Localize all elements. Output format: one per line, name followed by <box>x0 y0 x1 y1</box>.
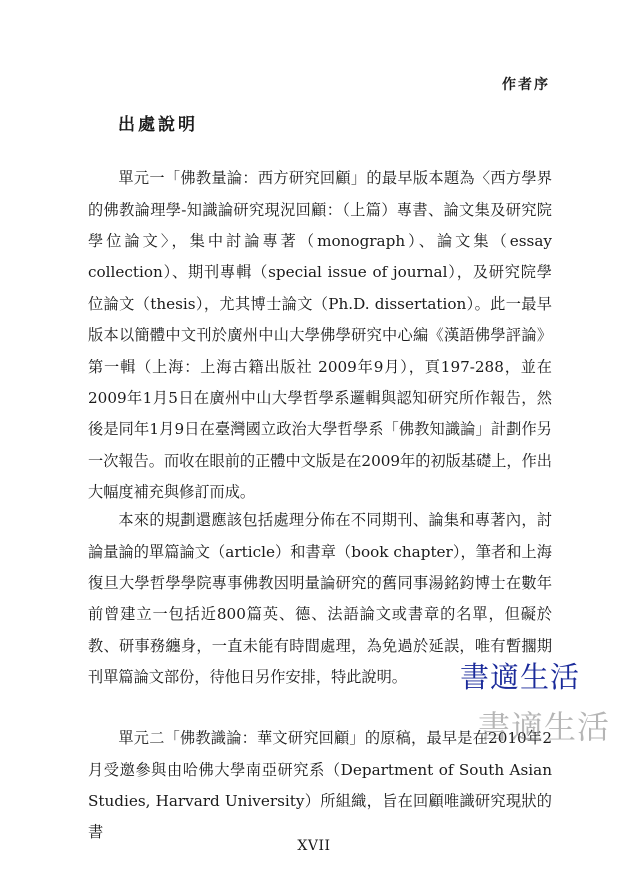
page-number: XVII <box>297 838 331 854</box>
paragraph-1: 單元一「佛教量論：西方研究回顧」的最早版本題為〈西方學界的佛教論理學-知識論研究現況回顧：（上篇）專書、論文集及研究院學位論文〉，集中討論專著（monograph）、論文集（essay collection）、期刊專輯（special issue of journal），及研究院學位論文（thesis），尤其博士論文（Ph.D. dissertation）。此一最早版本以簡體中文刊於廣州中山大學佛學研究中心編《漢語佛學評論》第一輯（上海：上海古籍出版社 2009年9月），頁197-288，並在2009年1月5日在廣州中山大學哲學系邏輯與認知研究所作報告，然後是同年1月9日在臺灣國立政治大學哲學系「佛教知識論」計劃作另一次報告。而收在眼前的正體中文版是在2009年的初版基礎上，作出大幅度補充與修訂而成。 <box>88 169 552 502</box>
paragraph-3: 單元二「佛教識論：華文研究回顧」的原稿，最早是在2010年2月受邀參與由哈佛大學南亞研究系（Department of South Asian Studies, Harvard University）所組織，旨在回顧唯識研究現狀的書 <box>88 729 552 842</box>
watermark-primary: 書適生活 <box>458 655 582 696</box>
watermark-secondary: 書適生活 <box>478 708 611 746</box>
running-header: 作者序 <box>502 77 550 93</box>
paragraph-2: 本來的規劃還應該包括處理分佈在不同期刊、論集和專著內，討論量論的單篇論文（article）和書章（book chapter），筆者和上海復旦大學哲學學院專事佛教因明量論研究的舊同事湯銘鈞博士在數年前曾建立一包括近800篇英、德、法語論文或書章的名單，但礙於教、研事務纏身，一直未能有時間處理，為免過於延誤，唯有暫擱期刊單篇論文部份，待他日另作安排，特此說明。 <box>88 511 552 687</box>
section-title: 出處說明 <box>118 115 198 135</box>
